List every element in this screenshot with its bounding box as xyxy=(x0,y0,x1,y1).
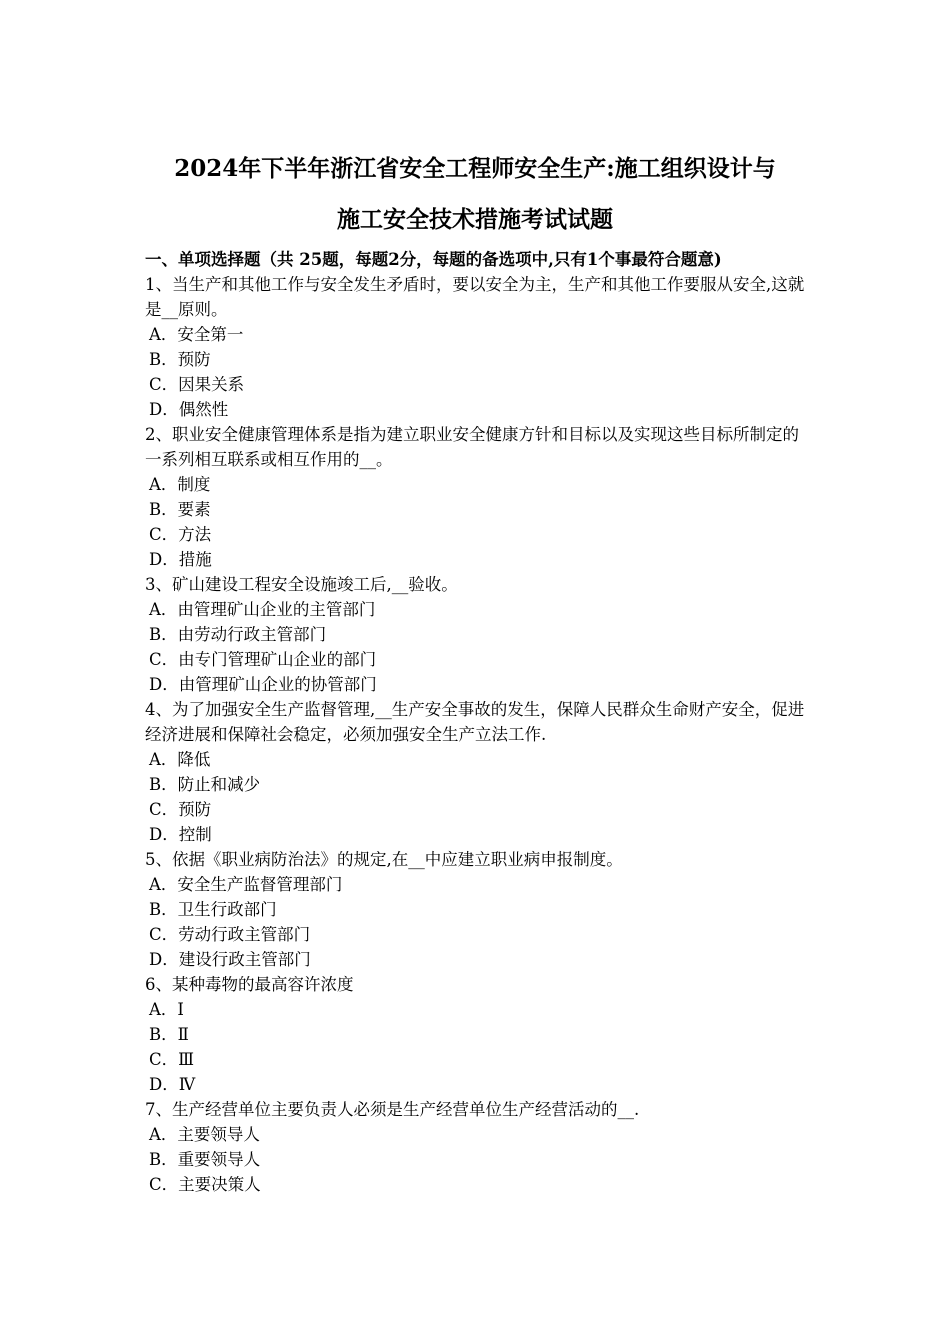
option-d: D．措施 xyxy=(149,550,212,569)
question-7 xyxy=(145,1097,810,1197)
option-c: C．预防 xyxy=(149,800,212,819)
option-b: B．预防 xyxy=(149,350,211,369)
option-b: B．重要领导人 xyxy=(149,1150,261,1169)
question-2 xyxy=(145,422,810,572)
option-a: A．制度 xyxy=(149,475,211,494)
question-stem: 3、矿山建设工程安全设施竣工后,__验收。 xyxy=(145,575,458,594)
option-b: B．Ⅱ xyxy=(149,1025,189,1044)
option-d: D．由管理矿山企业的协管部门 xyxy=(149,675,377,694)
question-1 xyxy=(145,272,810,422)
question-stem: 1、当生产和其他工作与安全发生矛盾时，要以安全为主，生产和其他工作要服从安全,这就是__原则。 xyxy=(145,275,805,319)
option-d: D．控制 xyxy=(149,825,212,844)
question-6 xyxy=(145,972,810,1097)
option-c: C．因果关系 xyxy=(149,375,245,394)
option-d: D．建设行政主管部门 xyxy=(149,950,311,969)
option-d: D．Ⅳ xyxy=(149,1075,196,1094)
option-b: B．卫生行政部门 xyxy=(149,900,277,919)
question-4 xyxy=(145,697,810,847)
question-stem: 5、依据《职业病防治法》的规定,在__中应建立职业病申报制度。 xyxy=(145,850,623,869)
question-3 xyxy=(145,572,810,697)
option-list xyxy=(145,997,810,1097)
option-list xyxy=(145,1122,810,1197)
option-b: B．要素 xyxy=(149,500,211,519)
option-a: A．降低 xyxy=(149,750,211,769)
option-b: B．防止和减少 xyxy=(149,775,261,794)
option-c: C．Ⅲ xyxy=(149,1050,195,1069)
question-stem: 2、职业安全健康管理体系是指为建立职业安全健康方针和目标以及实现这些目标所制定的一系列相互联系或相互作用的__。 xyxy=(145,425,799,469)
document-title-line-1: 2024年下半年浙江省安全工程师安全生产:施工组织设计与 xyxy=(174,155,776,182)
option-c: C．由专门管理矿山企业的部门 xyxy=(149,650,377,669)
option-a: A．安全生产监督管理部门 xyxy=(149,875,343,894)
option-c: C．主要决策人 xyxy=(149,1175,261,1194)
option-list xyxy=(145,872,810,972)
document-title-line-2: 施工安全技术措施考试试题 xyxy=(337,206,613,233)
option-c: C．劳动行政主管部门 xyxy=(149,925,311,944)
option-a: A．由管理矿山企业的主管部门 xyxy=(149,600,376,619)
option-list xyxy=(145,597,810,697)
option-list xyxy=(145,322,810,422)
option-a: A．主要领导人 xyxy=(149,1125,260,1144)
option-list xyxy=(145,747,810,847)
option-a: A．安全第一 xyxy=(149,325,244,344)
question-stem: 4、为了加强安全生产监督管理,__生产安全事故的发生，保障人民群众生命财产安全，促进经济进展和保障社会稳定，必须加强安全生产立法工作. xyxy=(145,700,805,744)
question-stem: 6、某种毒物的最高容许浓度 xyxy=(145,975,354,994)
option-c: C．方法 xyxy=(149,525,212,544)
option-d: D．偶然性 xyxy=(149,400,229,419)
document-body xyxy=(145,247,810,1197)
option-b: B．由劳动行政主管部门 xyxy=(149,625,327,644)
option-list xyxy=(145,472,810,572)
question-5 xyxy=(145,847,810,972)
option-a: A．Ⅰ xyxy=(149,1000,184,1019)
question-stem: 7、生产经营单位主要负责人必须是生产经营单位生产经营活动的__. xyxy=(145,1100,640,1119)
section-heading: 一、单项选择题（共 25题，每题2分，每题的备选项中,只有1个事最符合题意) xyxy=(145,250,722,269)
